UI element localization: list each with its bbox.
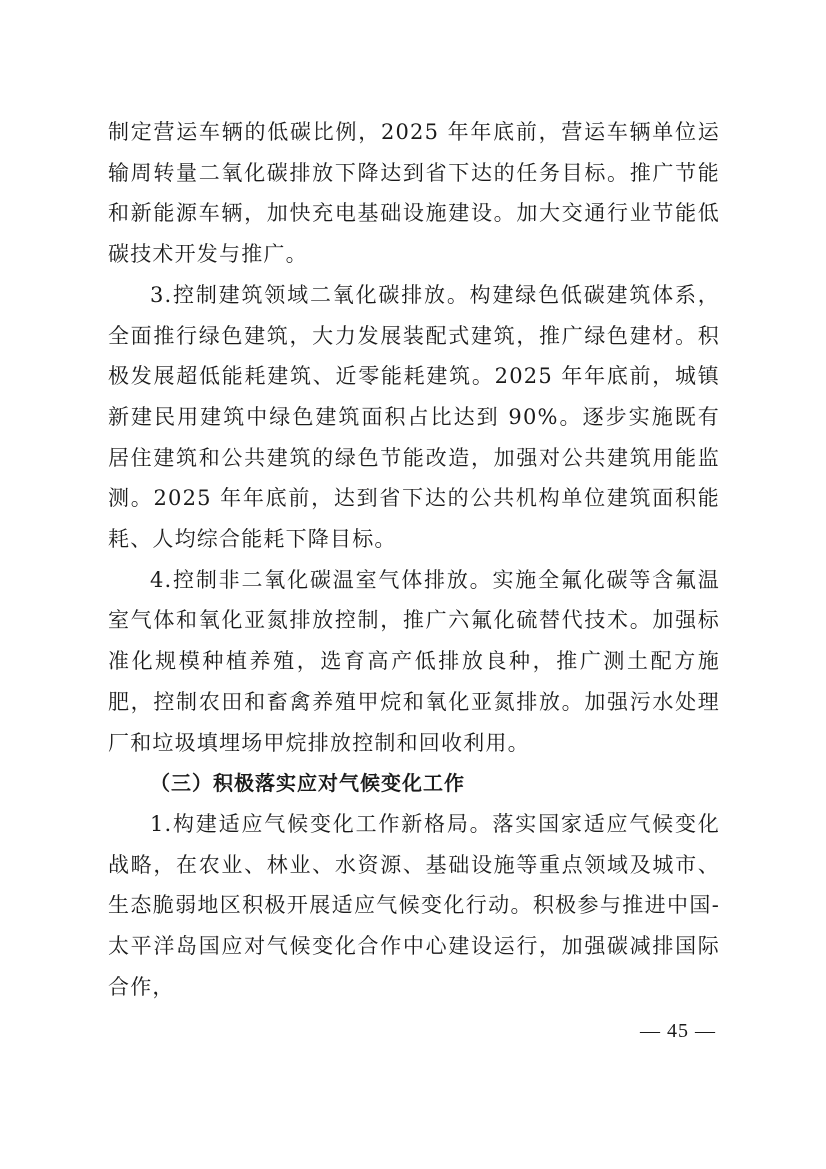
section-heading: （三）积极落实应对气候变化工作: [150, 771, 465, 796]
body-text: [108, 112, 720, 1007]
paragraph-transport-continued: 制定营运车辆的低碳比例，2025 年年底前，营运车辆单位运输周转量二氧化碳排放下降达到省下达的任务目标。推广节能和新能源车辆，加快充电基础设施建设。加大交通行业节能低碳技术开发与推广。: [108, 120, 720, 267]
page-number: — 45 —: [640, 1020, 716, 1042]
paragraph-climate-adaptation: 1.构建适应气候变化工作新格局。落实国家适应气候变化战略，在农业、林业、水资源、基础设施等重点领域及城市、生态脆弱地区积极开展适应气候变化行动。积极参与推进中国-太平洋岛国应对气候变化合作中心建设运行，加强碳减排国际合作，: [108, 811, 720, 999]
paragraph-building-emissions: 3.控制建筑领域二氧化碳排放。构建绿色低碳建筑体系，全面推行绿色建筑，大力发展装配式建筑，推广绿色建材。积极发展超低能耗建筑、近零能耗建筑。2025 年年底前，城镇新建民用建筑中绿色建筑面积占比达到 90%。逐步实施既有居住建筑和公共建筑的绿色节能改造，加强对公共建筑用能监测。2025 年年底前，达到省下达的公共机构单位建筑面积能耗、人均综合能耗下降目标。: [108, 282, 720, 552]
paragraph-non-co2-emissions: 4.控制非二氧化碳温室气体排放。实施全氟化碳等含氟温室气体和氧化亚氮排放控制，推广六氟化硫替代技术。加强标准化规模种植养殖，选育高产低排放良种，推广测土配方施肥，控制农田和畜禽养殖甲烷和氧化亚氮排放。加强污水处理厂和垃圾填埋场甲烷排放控制和回收利用。: [108, 567, 720, 755]
